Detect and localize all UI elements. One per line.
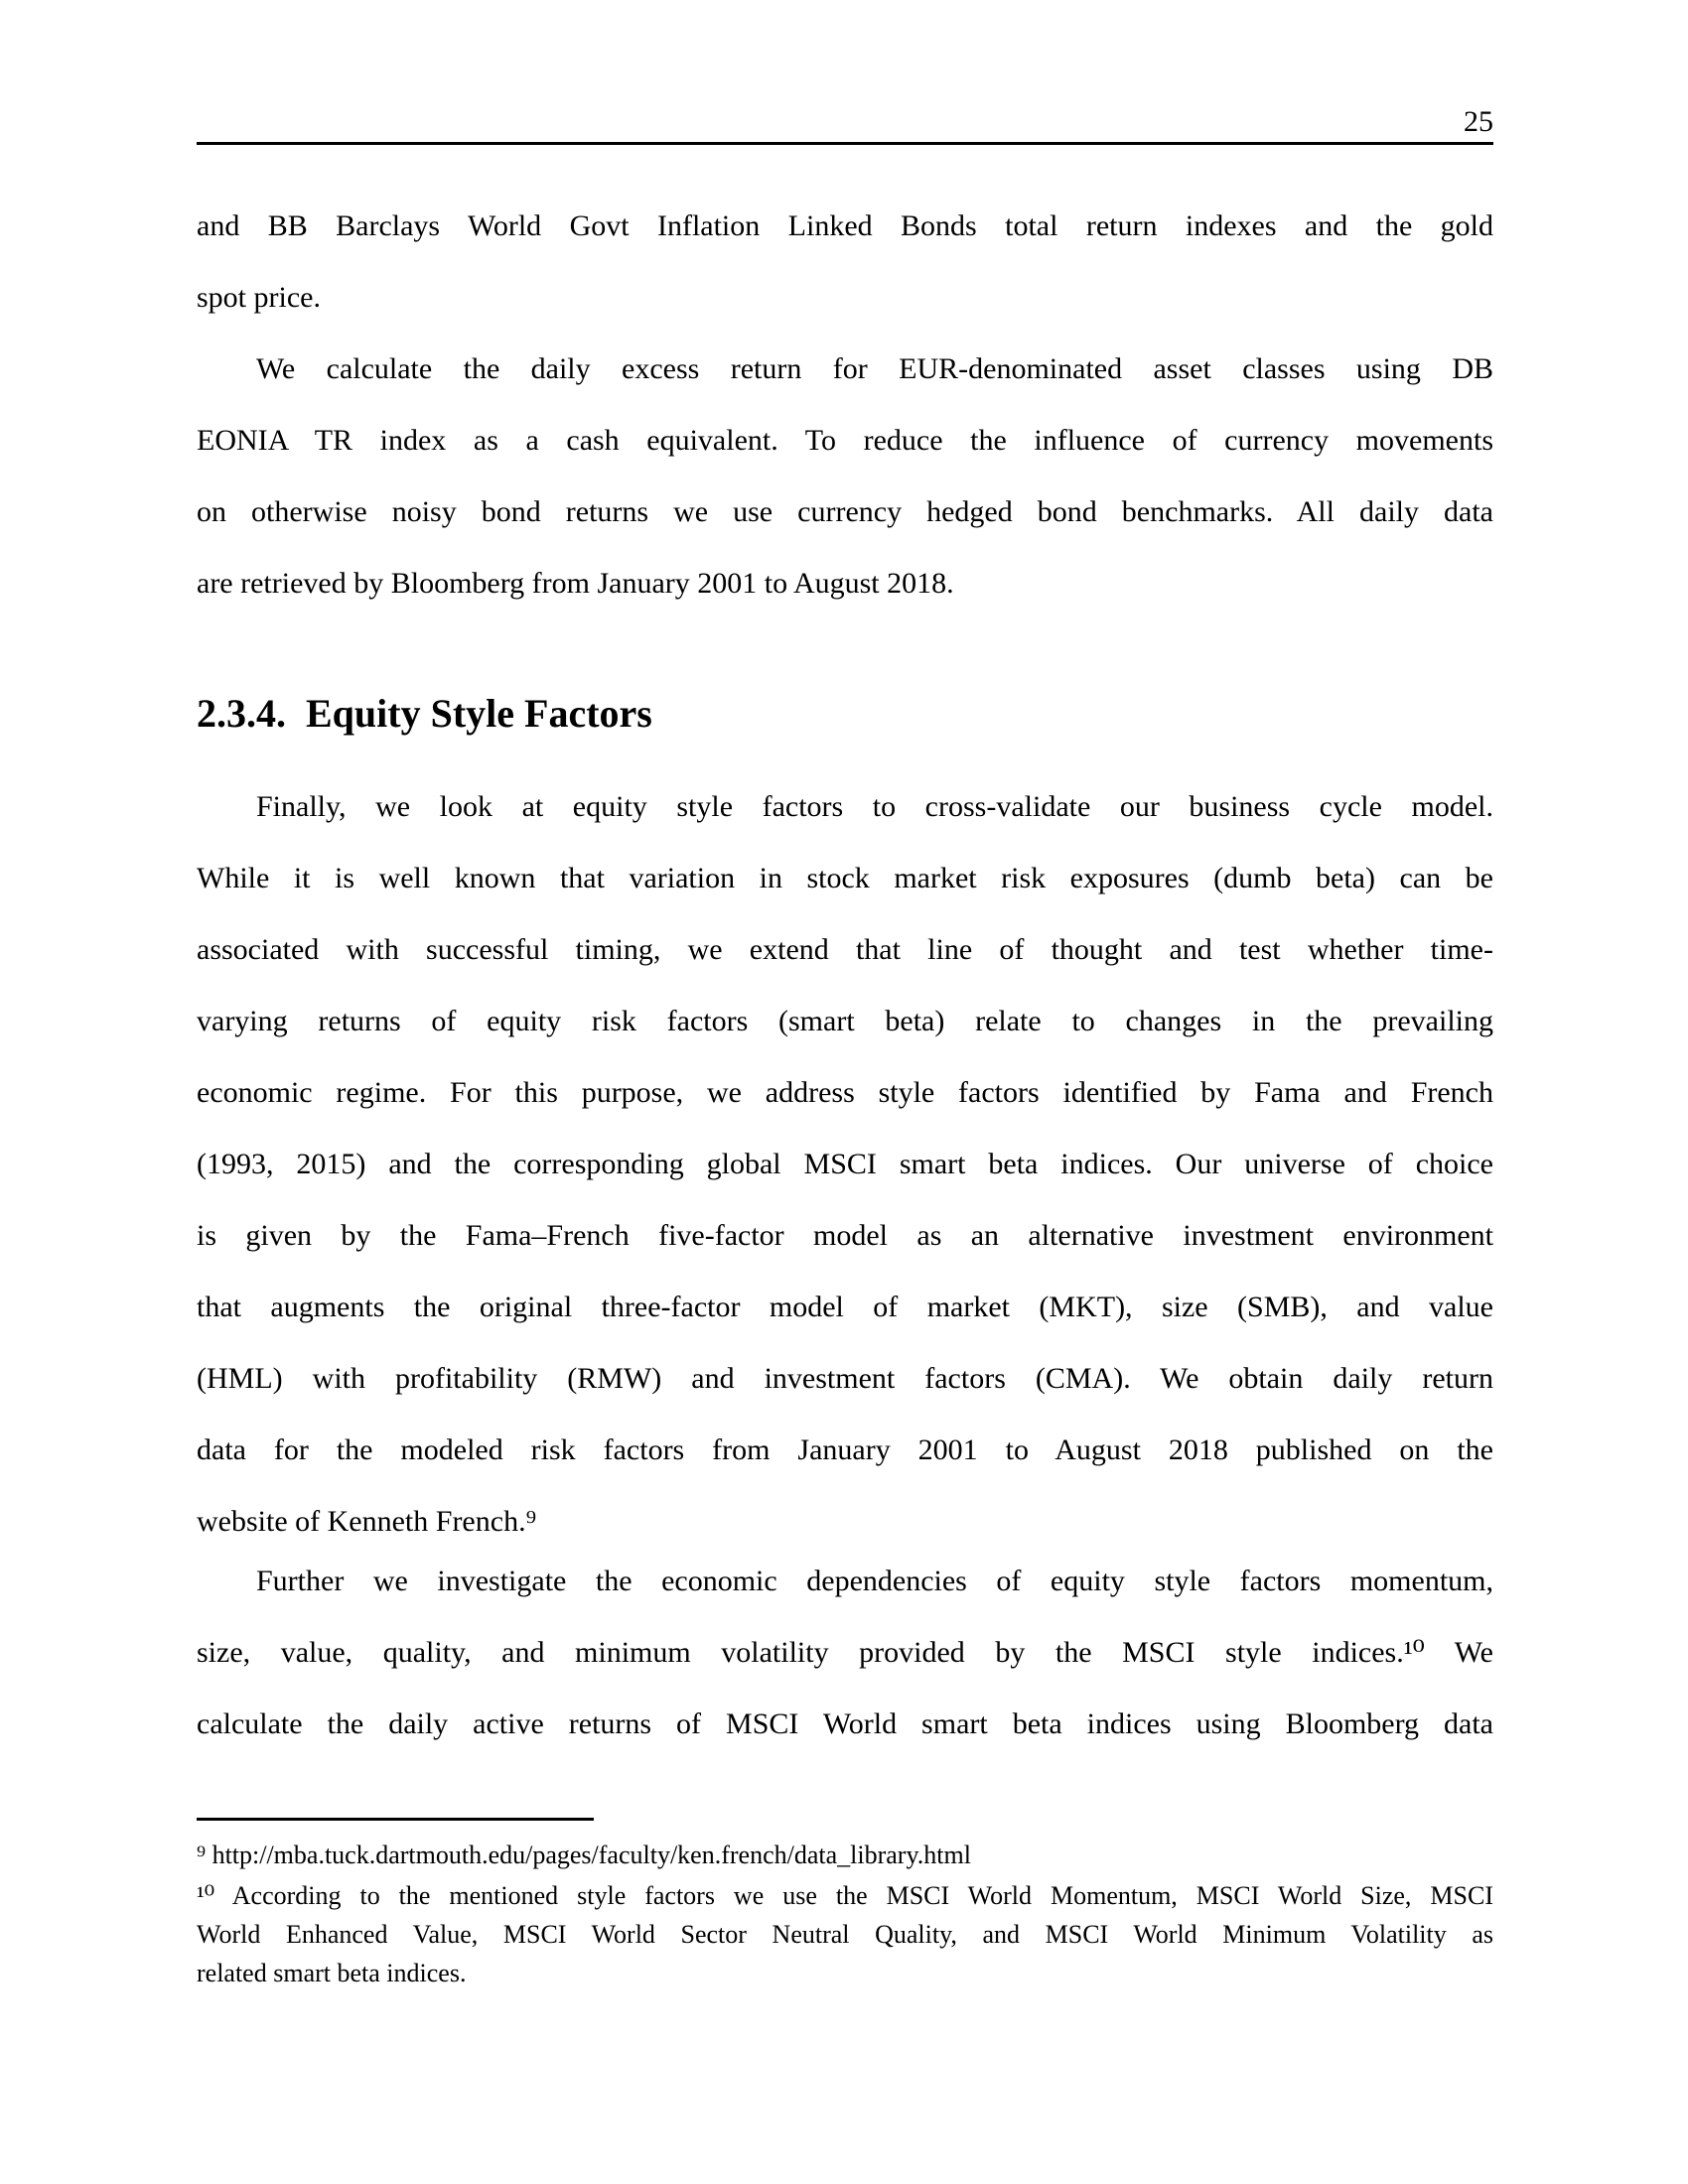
body-line: data for the modeled risk factors from January 2001 to August 2018 published on the xyxy=(197,1433,1493,1466)
body-line: Finally, we look at equity style factors to cross-validate our business cycle model. xyxy=(256,790,1493,823)
header-rule xyxy=(197,142,1493,145)
footnote-9 xyxy=(197,1836,1493,1874)
body-line: (HML) with profitability (RMW) and investment factors (CMA). We obtain daily return xyxy=(197,1362,1493,1395)
body-line: spot price. xyxy=(197,281,321,314)
paragraph-excess-return xyxy=(197,334,1493,619)
paragraph-continuation xyxy=(197,191,1493,334)
body-line: EONIA TR index as a cash equivalent. To reduce the influence of currency movements xyxy=(197,424,1493,457)
page-number: 25 xyxy=(1464,105,1493,138)
body-line: calculate the daily active returns of MSCI World smart beta indices using Bloomberg data xyxy=(197,1707,1493,1740)
footnote-rule xyxy=(197,1818,594,1821)
body-line: is given by the Fama–French five-factor model as an alternative investment environment xyxy=(197,1219,1493,1252)
body-line: While it is well known that variation in stock market risk exposures (dumb beta) can be xyxy=(197,862,1493,894)
body-line: size, value, quality, and minimum volatility provided by the MSCI style indices.¹⁰ We xyxy=(197,1636,1493,1669)
section-heading: 2.3.4. Equity Style Factors xyxy=(197,691,652,736)
footnote-line: related smart beta indices. xyxy=(197,1959,467,1987)
body-line: (1993, 2015) and the corresponding global MSCI smart beta indices. Our universe of choice xyxy=(197,1148,1493,1180)
body-line: on otherwise noisy bond returns we use currency hedged bond benchmarks. All daily data xyxy=(197,495,1493,528)
footnote-10 xyxy=(197,1876,1493,1992)
body-line: website of Kenneth French.⁹ xyxy=(197,1505,537,1538)
body-line: that augments the original three-factor model of market (MKT), size (SMB), and value xyxy=(197,1291,1493,1323)
body-line: are retrieved by Bloomberg from January 2001 to August 2018. xyxy=(197,567,954,600)
footnote-url-text: ⁹ http://mba.tuck.dartmouth.edu/pages/faculty/ken.french/data_library.html xyxy=(197,1841,971,1869)
body-line: Further we investigate the economic dependencies of equity style factors momentum, xyxy=(256,1565,1493,1597)
footnote-line: ¹⁰ According to the mentioned style factors we use the MSCI World Momentum, MSCI World Size, MSCI xyxy=(197,1881,1493,1910)
body-line: economic regime. For this purpose, we address style factors identified by Fama and French xyxy=(197,1076,1493,1109)
paragraph-style-factors xyxy=(197,771,1493,1558)
body-line: We calculate the daily excess return for EUR-denominated asset classes using DB xyxy=(256,352,1493,385)
body-line: varying returns of equity risk factors (smart beta) relate to changes in the prevailing xyxy=(197,1005,1493,1037)
footnote-line: World Enhanced Value, MSCI World Sector Neutral Quality, and MSCI World Minimum Volatility as xyxy=(197,1920,1493,1949)
body-line: and BB Barclays World Govt Inflation Linked Bonds total return indexes and the gold xyxy=(197,209,1493,242)
body-line: associated with successful timing, we extend that line of thought and test whether time- xyxy=(197,933,1493,966)
paragraph-msci-indices xyxy=(197,1546,1493,1760)
